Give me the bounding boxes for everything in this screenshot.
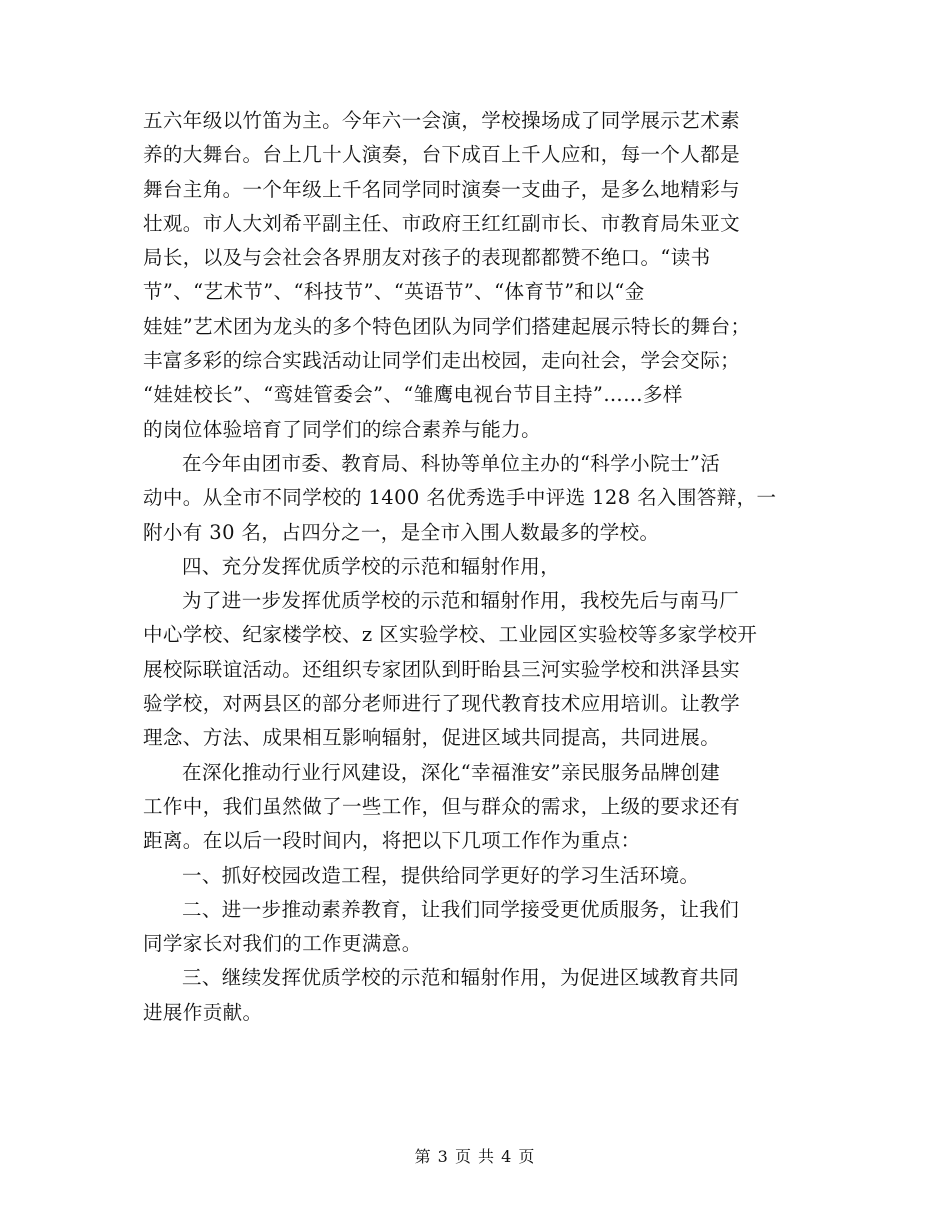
list-item-3: 三、继续发挥优质学校的示范和辐射作用，为促进区域教育共同 进展作贡献。 bbox=[143, 966, 740, 1024]
paragraph-2: 在今年由团市委、教育局、科协等单位主办的“科学小院士”活 动中。从全市不同学校的 1400 名优秀选手中评选 128 名入围答辩，一 附小有 30 名，占四分之一，是全市入围人数最多的学校。 bbox=[143, 451, 777, 544]
paragraph-1: 五六年级以竹笛为主。今年六一会演，学校操场成了同学展示艺术素 养的大舞台。台上几十人演奏，台下成百上千人应和，每一个人都是 舞台主角。一个年级上千名同学同时演奏一支曲子，是多么地精彩与 壮观。市人大刘希平副主任、市政府王红红副市长、市教育局朱亚文 局长，以及与会社会各界朋友对孩子的表现都都赞不绝口。“读书 节”、“艺术节”、“科技节”、“英语节”、“体育节”和以“金 娃娃”艺术团为龙头的多个特色团队为同学们搭建起展示特长的舞台； 丰富多彩的综合实践活动让同学们走出校园，走向社会，学会交际； “娃娃校长”、“鸾娃管委会”、“雏鹰电视台节目主持”……多样 的岗位体验培育了同学们的综合素养与能力。 bbox=[143, 109, 751, 441]
body-text bbox=[143, 104, 803, 1030]
section-heading-4: 四、充分发挥优质学校的示范和辐射作用， bbox=[182, 554, 561, 578]
paragraph-3: 为了进一步发挥优质学校的示范和辐射作用，我校先后与南马厂 中心学校、纪家楼学校、z 区实验学校、工业园区实验校等多家学校开 展校际联谊活动。还组织专家团队到盱眙县三河实验学校和洪泽县实 验学校，对两县区的部分老师进行了现代教育技术应用培训。让教学 理念、方法、成果相互影响辐射，促进区域共同提高，共同进展。 bbox=[143, 589, 758, 750]
list-item-1: 一、抓好校园改造工程，提供给同学更好的学习生活环境。 bbox=[182, 863, 700, 887]
page-number-footer: 第 3 页 共 4 页 bbox=[414, 1147, 536, 1166]
list-item-2: 二、进一步推动素养教育，让我们同学接受更优质服务，让我们 同学家长对我们的工作更满意。 bbox=[143, 897, 740, 956]
paragraph-4: 在深化推动行业行风建设，深化“幸福淮安”亲民服务品牌创建 工作中，我们虽然做了一些工作，但与群众的需求，上级的要求还有 距离。在以后一段时间内，将把以下几项工作作为重点： bbox=[143, 760, 741, 853]
